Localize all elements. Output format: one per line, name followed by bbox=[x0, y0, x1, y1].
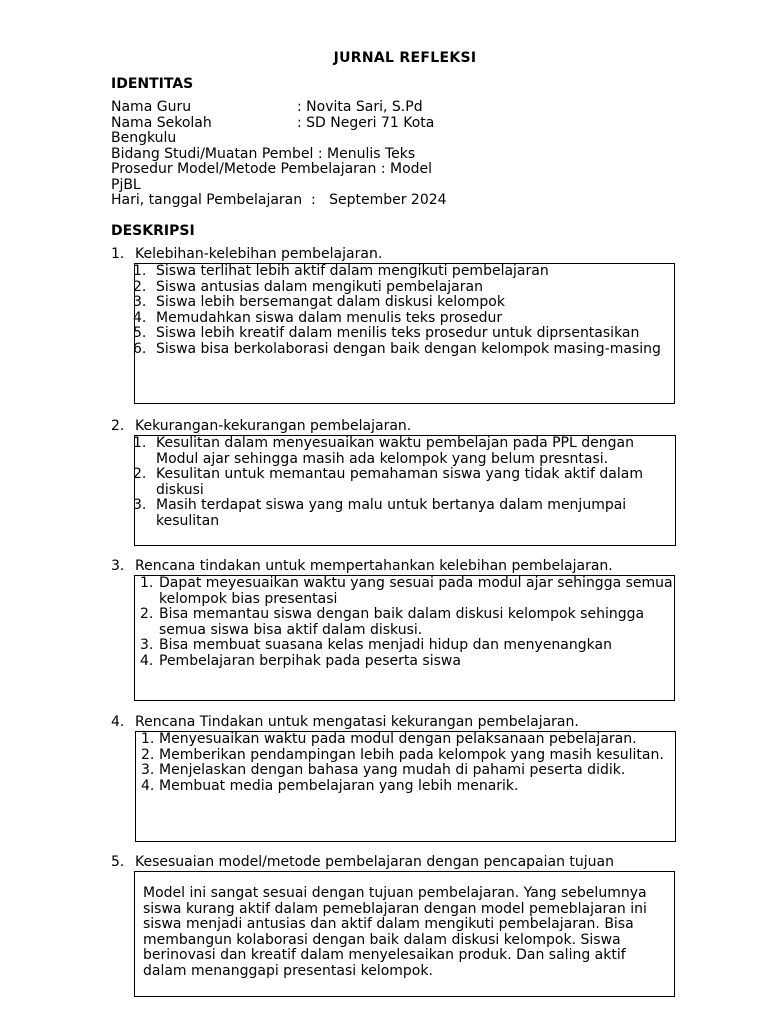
identitas-row bbox=[111, 116, 471, 132]
section-1-box bbox=[134, 263, 675, 404]
section-title: Kelebihan-kelebihan pembelajaran. bbox=[135, 246, 383, 262]
section-number: 5. bbox=[111, 854, 125, 870]
section-5-paragraph: Model ini sangat sesuai dengan tujuan pembelajaran. Yang sebelumnya siswa kurang aktif dalam pemeblajaran dengan model pemeblajaran ini siswa menjadi antusias dan aktif dalam mengikuti pembelajaran. Bisa membangun kolaborasi dengan baik dalam diskusi kelompok. Siswa berinovasi dan kreatif dalam menyelesaikan produk. Dan saling aktif dalam menanggapi presentasi kelompok. bbox=[143, 885, 647, 979]
item-number: 2. bbox=[133, 466, 147, 482]
identitas-label: PjBL bbox=[111, 176, 141, 193]
identitas-label: Bidang Studi/Muatan Pembel : Menulis Teks bbox=[111, 145, 416, 162]
item-text: Siswa lebih kreatif dalam menilis teks prosedur untuk diprsentasikan bbox=[156, 325, 640, 341]
section-1-title bbox=[111, 246, 382, 262]
item-text: Kesulitan untuk memantau pemahaman siswa yang tidak aktif dalam diskusi bbox=[156, 466, 643, 498]
item-number: 2. bbox=[133, 278, 147, 295]
item-number: 3. bbox=[133, 294, 147, 310]
identitas-label: Hari, tanggal Pembelajaran : September 2024 bbox=[111, 192, 447, 208]
item-text: Pembelajaran berpihak pada peserta siswa bbox=[159, 652, 461, 669]
item-number: 2. bbox=[141, 746, 155, 763]
section-2-title bbox=[111, 418, 411, 434]
identitas-row bbox=[111, 147, 471, 163]
identitas-row bbox=[111, 178, 471, 194]
item-text: Menyesuaikan waktu pada modul dengan pelaksanaan pebelajaran. bbox=[159, 731, 637, 747]
section-4-title bbox=[111, 714, 579, 730]
section-number: 4. bbox=[111, 714, 125, 730]
section-number: 2. bbox=[111, 418, 125, 434]
item-text: Siswa terlihat lebih aktif dalam mengikuti pembelajaran bbox=[156, 263, 549, 279]
item-number: 1. bbox=[140, 575, 154, 591]
list-item bbox=[135, 467, 675, 498]
list-item bbox=[136, 763, 675, 779]
item-number: 4. bbox=[141, 777, 155, 794]
identitas-label: Nama Guru bbox=[111, 99, 192, 115]
section-3-box bbox=[134, 575, 675, 701]
deskripsi-heading: DESKRIPSI bbox=[111, 223, 195, 239]
identitas-label: Nama Sekolah bbox=[111, 114, 212, 131]
identitas-value: : SD Negeri 71 Kota bbox=[297, 114, 435, 131]
list-item bbox=[135, 311, 674, 327]
list-item bbox=[136, 779, 675, 795]
list-item bbox=[135, 264, 674, 280]
list-item bbox=[136, 732, 675, 748]
list-item bbox=[135, 638, 674, 654]
item-text: Bisa membuat suasana kelas menjadi hidup dan menyenangkan bbox=[159, 637, 612, 653]
identitas-heading: IDENTITAS bbox=[111, 76, 194, 92]
item-text: Dapat meyesuaikan waktu yang sesuai pada modul ajar sehingga semua kelompok bias presentasi bbox=[159, 575, 673, 607]
list-item bbox=[135, 654, 674, 670]
item-text: Memudahkan siswa dalam menulis teks prosedur bbox=[156, 309, 503, 326]
item-text: Siswa antusias dalam mengikuti pembelajaran bbox=[156, 278, 483, 295]
item-number: 2. bbox=[140, 606, 154, 622]
item-text: Siswa bisa berkolaborasi dengan baik dengan kelompok masing-masing bbox=[156, 340, 661, 357]
item-number: 1. bbox=[133, 263, 147, 279]
list-item bbox=[135, 326, 674, 342]
identitas-label: Prosedur Model/Metode Pembelajaran : Model bbox=[111, 161, 433, 177]
identitas-row bbox=[111, 162, 471, 178]
section-title: Rencana Tindakan untuk mengatasi kekurangan pembelajaran. bbox=[135, 714, 579, 730]
item-text: Menjelaskan dengan bahasa yang mudah di pahami peserta didik. bbox=[159, 762, 626, 778]
identitas-row bbox=[111, 100, 471, 116]
item-number: 3. bbox=[133, 497, 147, 513]
item-number: 5. bbox=[133, 325, 147, 341]
identitas-value: : Novita Sari, S.Pd bbox=[297, 99, 423, 115]
item-text: Siswa lebih bersemangat dalam diskusi kelompok bbox=[156, 294, 505, 310]
list-item bbox=[135, 295, 674, 311]
list-item bbox=[135, 436, 675, 467]
identitas-row bbox=[111, 193, 471, 209]
item-text: Bisa memantau siswa dengan baik dalam diskusi kelompok sehingga semua siswa bisa aktif dalam diskusi. bbox=[159, 606, 645, 638]
list-item bbox=[135, 607, 674, 638]
item-number: 4. bbox=[133, 309, 147, 326]
section-5-title bbox=[111, 854, 614, 870]
item-text: Memberikan pendampingan lebih pada kelompok yang masih kesulitan. bbox=[159, 746, 664, 763]
item-number: 6. bbox=[133, 340, 147, 357]
section-4-box bbox=[135, 731, 676, 842]
section-title: Kesesuaian model/metode pembelajaran dengan pencapaian tujuan bbox=[135, 854, 614, 870]
list-item bbox=[136, 748, 675, 764]
item-text: Membuat media pembelajaran yang lebih menarik. bbox=[159, 777, 519, 794]
item-number: 3. bbox=[141, 762, 155, 778]
section-3-title bbox=[111, 558, 613, 574]
item-text: Masih terdapat siswa yang malu untuk bertanya dalam menjumpai kesulitan bbox=[156, 497, 627, 529]
section-title: Kekurangan-kekurangan pembelajaran. bbox=[135, 418, 412, 434]
section-title: Rencana tindakan untuk mempertahankan kelebihan pembelajaran. bbox=[135, 558, 613, 574]
list-item bbox=[135, 576, 674, 607]
item-number: 1. bbox=[133, 435, 147, 451]
item-text: Kesulitan dalam menyesuaikan waktu pembelajan pada PPL dengan Modul ajar sehingga masih ada kelompok yang belum presntasi. bbox=[156, 435, 634, 467]
page-title: JURNAL REFLEKSI bbox=[333, 50, 477, 66]
section-5-box bbox=[134, 871, 675, 997]
list-item bbox=[135, 498, 675, 529]
item-number: 4. bbox=[140, 652, 154, 669]
section-2-box bbox=[134, 435, 676, 546]
identitas-block bbox=[111, 100, 471, 209]
list-item bbox=[135, 342, 674, 358]
section-number: 3. bbox=[111, 558, 125, 574]
item-number: 1. bbox=[141, 731, 155, 747]
identitas-row bbox=[111, 131, 471, 147]
section-number: 1. bbox=[111, 246, 125, 262]
list-item bbox=[135, 280, 674, 296]
identitas-label: Bengkulu bbox=[111, 130, 177, 146]
item-number: 3. bbox=[140, 637, 154, 653]
